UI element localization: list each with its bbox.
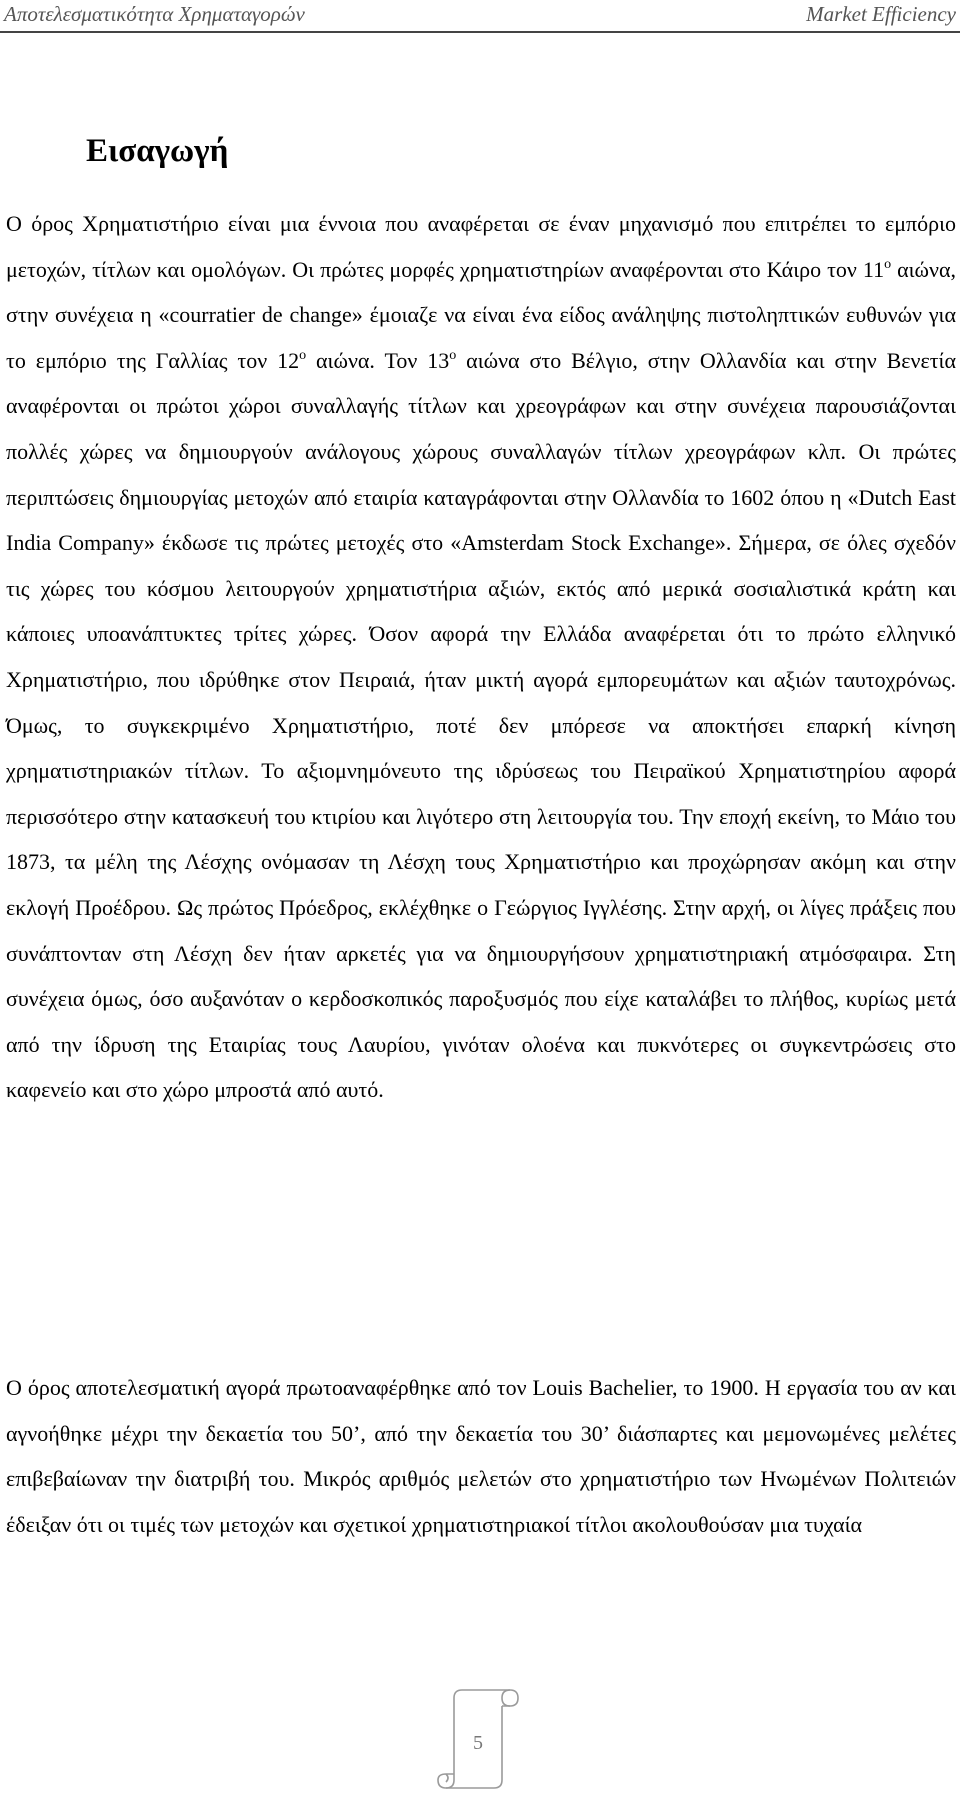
paragraph-text: αιώνα. Τον 13 [306, 347, 450, 373]
superscript-ordinal: ο [449, 347, 457, 363]
page-footer [430, 1684, 526, 1794]
header-title-greek: Αποτελεσματικότητα Χρηματαγορών [4, 2, 305, 26]
paragraph-text: Ο όρος Χρηματιστήριο είναι μια έννοια που αναφέρεται σε έναν μηχανισμό που επιτρέπει το εμπόριο μετοχών, τίτλων και ομολόγων. Οι πρώτες μορφές χρηματιστηρίων αναφέρονται στο Κάιρο τον 11 [6, 211, 956, 282]
superscript-ordinal: ο [884, 256, 892, 272]
page-number: 5 [473, 1732, 483, 1754]
running-header [4, 2, 956, 30]
paragraph-text: αιώνα, στην συνέχεια η «courratier de change» έμοιαζε να είναι ένα είδος ανάληψης πιστοληπτικών ευθυνών για το εμπόριο της Γαλλίας τον 12 [6, 256, 956, 373]
header-divider [0, 31, 960, 33]
paragraph-text: Ο όρος αποτελεσματική αγορά πρωτοαναφέρθηκε από τον Louis Bachelier, το 1900. Η εργασία του αν και αγνοήθηκε μέχρι την δεκαετία του 50’, από την δεκαετία του 30’ διάσπαρτες και μεμονωμένες μελέτες επιβεβαίωναν την διατριβή του. Μικρός αριθμός μελετών στο χρηματιστήριο των Ηνωμένων Πολιτειών έδειξαν ότι οι τιμές των μετοχών και σχετικοί χρηματιστηριακοί τίτλοι ακολουθούσαν μια τυχαία [6, 1375, 956, 1537]
superscript-ordinal: ο [299, 347, 307, 363]
paragraph-efficient-market [6, 1365, 956, 1547]
section-heading: Εισαγωγή [86, 133, 229, 169]
paragraph-text: αιώνα στο Βέλγιο, στην Ολλανδία και στην Βενετία αναφέρονται οι πρώτοι χώροι συναλλαγής τίτλων και χρεογράφων και στην συνέχεια παρουσιάζονται πολλές χώρες να δημιουργούν ανάλογους χώρους συναλλαγών τίτλων χρεογράφων κλπ. Οι πρώτες περιπτώσεις δημιουργίας μετοχών από εταιρία καταγράφονται στην Ολλανδία το 1602 όπου η «Dutch East India Company» έκδωσε τις πρώτες μετοχές στο «Amsterdam Stock Exchange». Σήμερα, σε όλες σχεδόν τις χώρες του κόσμου λειτουργούν χρηματιστήρια αξιών, εκτός από μερικά σοσιαλιστικά κράτη και κάποιες υποανάπτυκτες τρίτες χώρες. Όσον αφορά την Ελλάδα αναφέρεται ότι το πρώτο ελληνικό Χρηματιστήριο, που ιδρύθηκε στον Πειραιά, ήταν μικτή αγορά εμπορευμάτων και αξιών ταυτοχρόνως. Όμως, το συγκεκριμένο Χρηματιστήριο, ποτέ δεν μπόρεσε να αποκτήσει επαρκή κίνηση χρηματιστηριακών τίτλων. Το αξιομνημόνευτο της ιδρύσεως του Πειραϊκού Χρηματιστηρίου αφορά περισσότερο στην κατασκευή του κτιρίου και λιγότερο στη λειτουργία του. Την εποχή εκείνη, το Μάιο του 1873, τα μέλη της Λέσχης ονόμασαν τη Λέσχη τους Χρηματιστήριο και προχώρησαν ακόμη και στην εκλογή Προέδρου. Ως πρώτος Πρόεδρος, εκλέχθηκε ο Γεώργιος Ιγγλέσης. Στην αρχή, οι λίγες πράξεις που συνάπτονταν στη Λέσχη δεν ήταν αρκετές για να δημιουργήσουν χρηματιστηριακή ατμόσφαιρα. Στη συνέχεια όμως, όσο αυξανόταν ο κερδοσκοπικός παροξυσμός που είχε καταλάβει το πλήθος, κυρίως μετά από την ίδρυση της Εταιρίας τους Λαυρίου, γινόταν ολοένα και πυκνότερες οι συγκεντρώσεις στο καφενείο και στο χώρο μπροστά από αυτό. [6, 347, 957, 1103]
header-title-english: Market Efficiency [806, 2, 956, 26]
paragraph-intro [6, 201, 956, 1113]
